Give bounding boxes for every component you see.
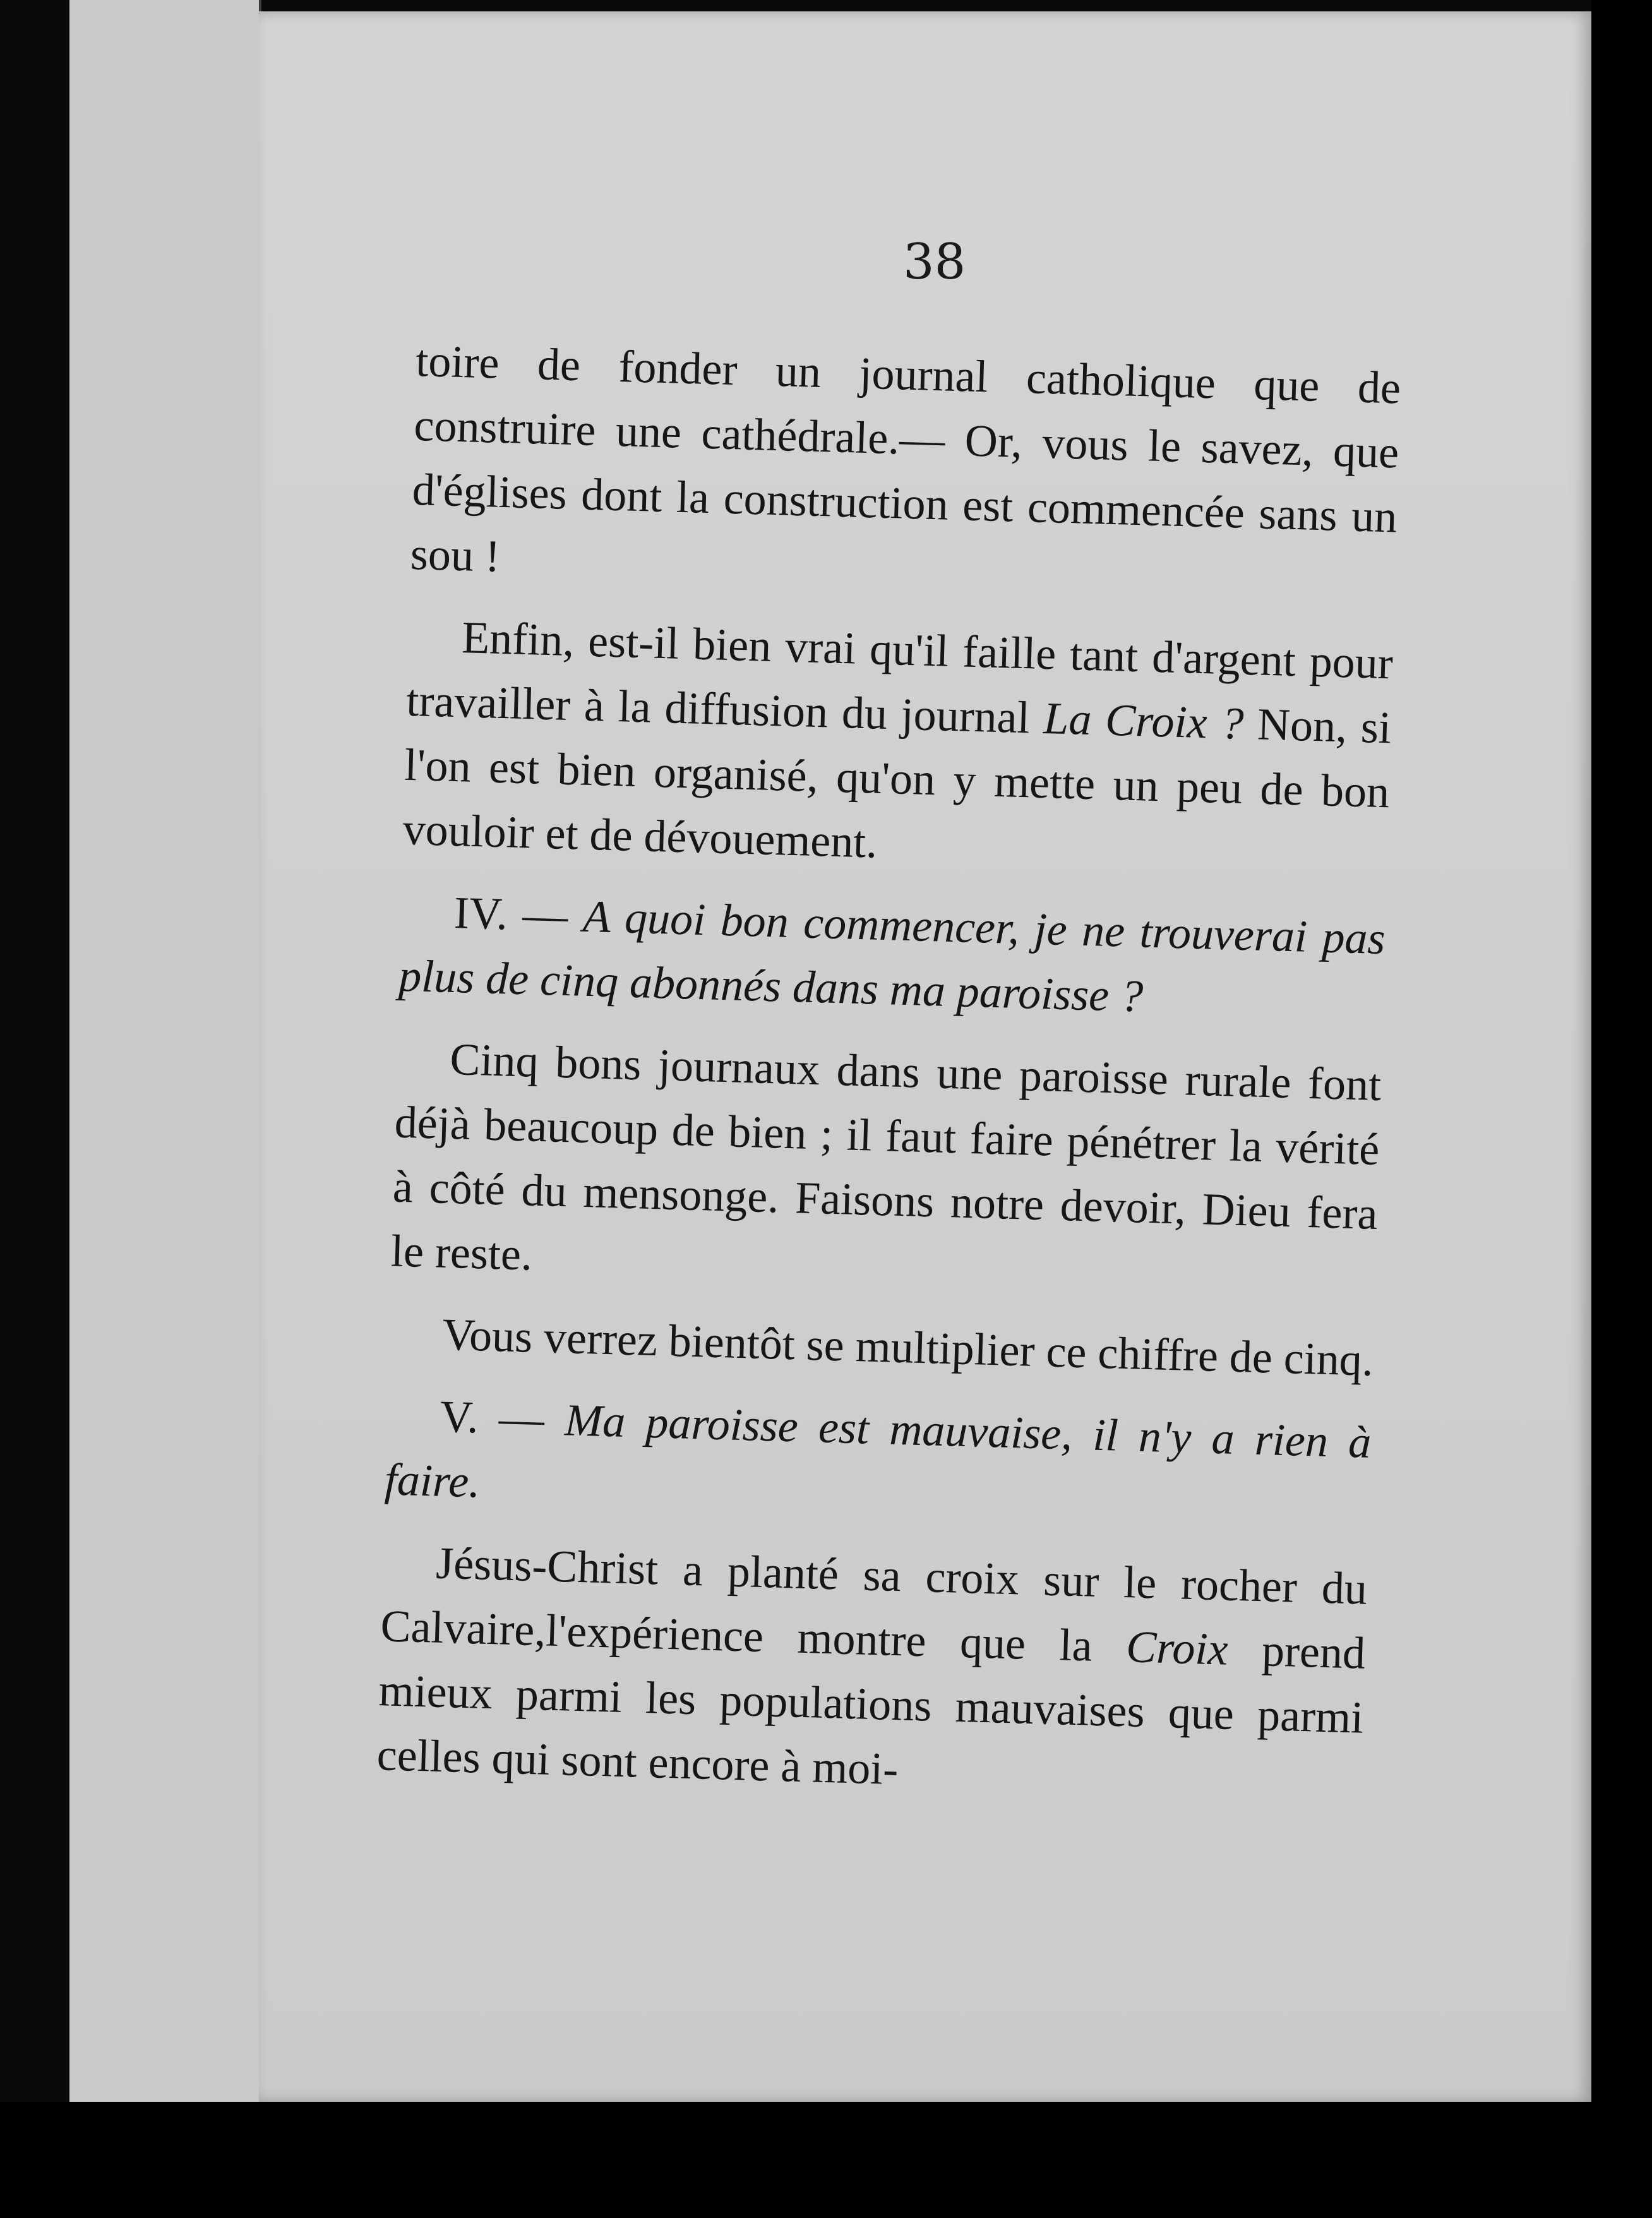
objection-text: A quoi bon commencer, je ne trouverai pas plus de cinq abonnés dans ma paroisse ? [398,890,1386,1022]
objection-text: Ma paroisse est mauvaise, il n'y a rien à faire. [383,1394,1372,1508]
text-run: toire de fonder un journal catholique que de construire une cathédrale.— Or, vous le savez, que d'églises dont la construction est commencée sans un sou ! [409,335,1402,582]
text-run: Vous verrez bientôt se multiplier ce chiffre de cinq. [441,1309,1374,1386]
page-edge [221,0,261,2103]
page-edge [107,0,148,2103]
text-run: Enfin, est-il bien vrai qu'il faille tant d'argent pour travailler à la diffusion du journal [405,612,1394,743]
text-run: Cinq bons journaux dans une paroisse rurale font déjà beaucoup de bien ; il faut faire pénétrer la vérité à côté du mensonge. Faisons notre devoir, Dieu fera le reste. [390,1033,1382,1280]
paragraph [402,604,1394,889]
objection-heading [384,1382,1372,1538]
text-run: Non, si l'on est bien organisé, qu'on y mette un peu de bon vouloir et de dévouement. [402,698,1392,868]
scan-border-right [1591,0,1652,2218]
paragraph [410,328,1402,613]
text-run: prend mieux parmi les populations mauvaises que parmi celles qui sont encore à moi- [376,1624,1367,1795]
page-edge [145,0,186,2103]
paragraph [390,1026,1382,1310]
objection-number: IV. — [453,887,584,942]
page-number: 38 [903,234,966,291]
page-edge [69,0,110,2103]
body-text [376,328,1402,1832]
objection-heading [398,879,1386,1035]
paragraph [388,1300,1374,1393]
newspaper-title: Croix [1125,1621,1229,1675]
page-edge [183,0,224,2103]
paragraph [376,1529,1368,1814]
objection-number: V. — [439,1391,566,1446]
newspaper-title: La Croix ? [1043,692,1245,749]
text-run: Jésus-Christ a planté sa croix sur le rocher du Calvaire,l'expérience montre que la [380,1537,1368,1672]
scan-border-bottom [0,2102,1652,2218]
